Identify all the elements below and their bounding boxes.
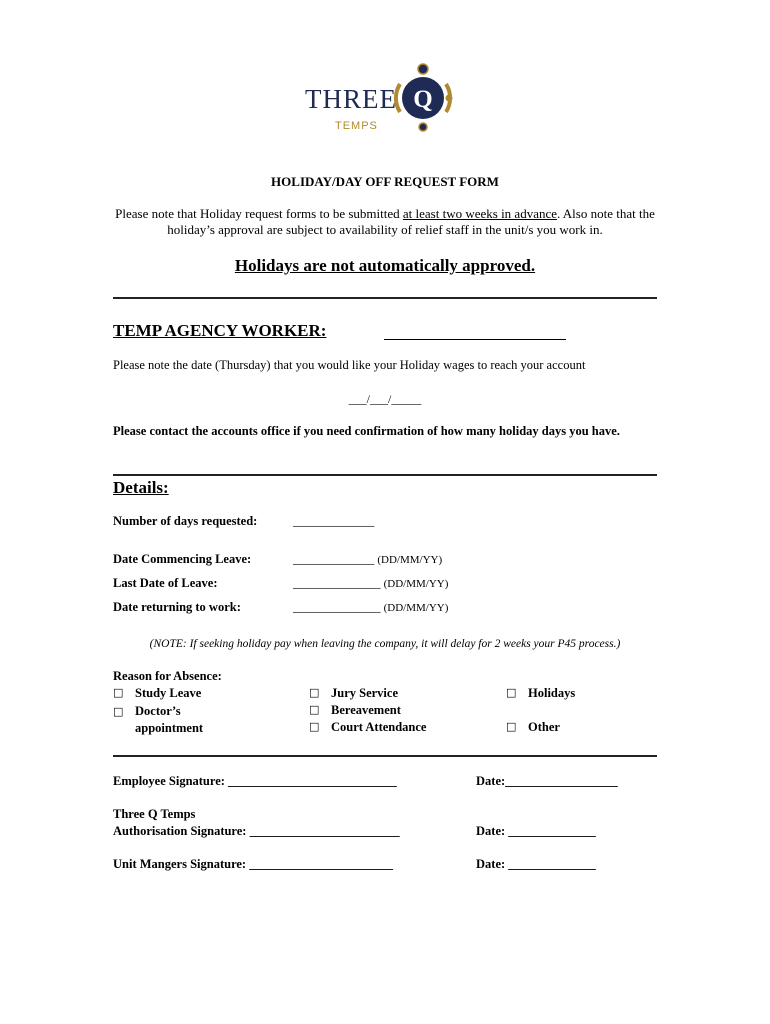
employee-signature-field[interactable]: Employee Signature: ___________________________ — [113, 774, 397, 788]
option-court-attendance[interactable] — [309, 720, 426, 735]
option-holidays[interactable] — [506, 686, 575, 701]
holidays-label: Holidays — [528, 686, 576, 700]
checkbox-court-attendance[interactable]: □ — [309, 720, 320, 733]
last-date-format: (DD/MM/YY) — [383, 578, 449, 590]
study-leave-label: Study Leave — [135, 686, 202, 700]
divider-3 — [113, 755, 657, 757]
divider-1 — [113, 297, 657, 299]
date-commencing-field[interactable] — [293, 552, 442, 567]
checkbox-bereavement[interactable]: □ — [309, 703, 320, 716]
doctors-label-line2: appointment — [135, 721, 204, 735]
agency-worker-field[interactable] — [384, 323, 566, 340]
court-attendance-label: Court Attendance — [331, 720, 427, 734]
contact-note: Please contact the accounts office if you need confirmation of how many holiday days you have. — [113, 424, 620, 438]
p45-note: (NOTE: If seeking holiday pay when leaving the company, it will delay for 2 weeks your P45 process.) — [149, 638, 621, 650]
days-requested-blank[interactable]: _____________ — [293, 514, 375, 528]
last-date-label: Last Date of Leave: — [113, 576, 218, 590]
doctors-label — [135, 703, 203, 737]
unit-manager-signature-field[interactable]: Unit Mangers Signature: _______________________ — [113, 857, 393, 871]
last-date-blank[interactable]: ______________ — [293, 576, 381, 590]
logo-dot-right — [446, 95, 453, 102]
return-date-blank[interactable]: ______________ — [293, 600, 381, 614]
return-date-label: Date returning to work: — [113, 600, 241, 614]
checkbox-doctors-appointment[interactable]: □ — [113, 705, 124, 718]
doctors-label-line1: Doctor’s — [135, 704, 181, 718]
unit-manager-date-field[interactable]: Date: ______________ — [476, 857, 596, 871]
reason-title: Reason for Absence: — [113, 669, 222, 683]
note-underlined: at least two weeks in advance — [402, 206, 558, 221]
note-text-2: . Also note that the holiday’s approval are subject to availability of relief staff in the unit/s you work in. — [167, 206, 655, 237]
jury-service-label: Jury Service — [331, 686, 398, 700]
option-bereavement[interactable] — [309, 703, 401, 718]
divider-2 — [113, 474, 657, 476]
days-requested-label: Number of days requested: — [113, 514, 258, 528]
logo-dot-top — [418, 64, 428, 74]
three-q-temps-logo — [300, 58, 470, 138]
approval-warning: Holidays are not automatically approved. — [234, 256, 536, 275]
logo-q-letter: Q — [413, 86, 433, 113]
company-name: Three Q Temps — [113, 807, 196, 821]
date-commencing-label: Date Commencing Leave: — [113, 552, 252, 566]
checkbox-other[interactable]: □ — [506, 720, 517, 733]
logo-dot-bottom — [419, 123, 427, 131]
option-study-leave[interactable] — [113, 686, 201, 701]
authorisation-date-field[interactable]: Date: ______________ — [476, 824, 596, 838]
details-heading: Details: — [113, 478, 169, 497]
employee-date-field[interactable]: Date:__________________ — [476, 774, 618, 788]
wages-note: Please note the date (Thursday) that you would like your Holiday wages to reach your account — [113, 358, 586, 372]
days-requested-field[interactable] — [293, 514, 374, 529]
date-commencing-blank[interactable]: _____________ — [293, 552, 375, 566]
logo-sub-text: TEMPS — [335, 120, 378, 132]
logo-brand-text: THREE — [305, 84, 397, 114]
authorisation-signature-field[interactable]: Authorisation Signature: ________________________ — [113, 824, 400, 838]
form-title: HOLIDAY/DAY OFF REQUEST FORM — [271, 174, 499, 189]
logo-arc-left — [396, 84, 400, 112]
note-text-1: Please note that Holiday request forms to be submitted — [115, 206, 403, 221]
wages-date-field[interactable]: ___/___/_____ — [348, 392, 422, 406]
bereavement-label: Bereavement — [331, 703, 401, 717]
submission-note — [100, 206, 670, 238]
date-commencing-format: (DD/MM/YY) — [377, 554, 443, 566]
checkbox-study-leave[interactable]: □ — [113, 686, 124, 699]
option-other[interactable] — [506, 720, 560, 735]
return-date-field[interactable] — [293, 600, 448, 615]
return-date-format: (DD/MM/YY) — [383, 602, 449, 614]
last-date-field[interactable] — [293, 576, 448, 591]
other-label: Other — [528, 720, 560, 734]
agency-worker-heading: TEMP AGENCY WORKER: — [113, 321, 327, 340]
checkbox-holidays[interactable]: □ — [506, 686, 517, 699]
option-jury-service[interactable] — [309, 686, 398, 701]
option-doctors-appointment[interactable] — [113, 703, 203, 737]
checkbox-jury-service[interactable]: □ — [309, 686, 320, 699]
